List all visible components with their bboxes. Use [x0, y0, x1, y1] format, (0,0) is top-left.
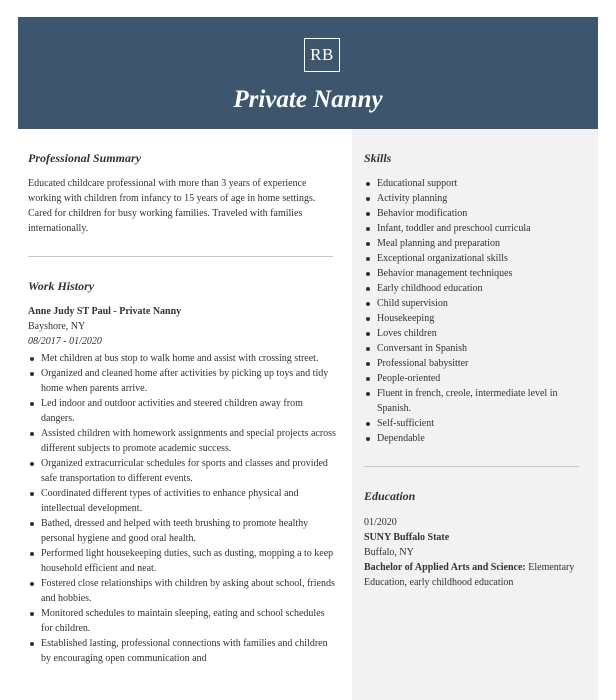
work-bullet-list — [28, 351, 336, 666]
skills-list — [364, 176, 586, 446]
skill-item: Educational support — [364, 176, 586, 191]
list-item: Established lasting, professional connections with families and children by encouraging open communication and — [28, 636, 336, 666]
education-degree: Bachelor of Applied Arts and Science: — [364, 562, 526, 573]
list-item: Monitored schedules to maintain sleeping, eating and school schedules for children. — [28, 606, 336, 636]
monogram: RB — [304, 38, 340, 72]
list-item: Led indoor and outdoor activities and steered children away from dangers. — [28, 396, 336, 426]
list-item: Coordinated different types of activities to enhance physical and intellectual development. — [28, 486, 336, 516]
skill-item: Meal planning and preparation — [364, 236, 586, 251]
skill-item: Exceptional organizational skills — [364, 251, 586, 266]
skill-item: Behavior modification — [364, 206, 586, 221]
skill-item: Housekeeping — [364, 311, 586, 326]
list-item: Performed light housekeeping duties, such as dusting, mopping a to keep household efficient and neat. — [28, 546, 336, 576]
education-degree-block — [364, 560, 580, 590]
skills-heading: Skills — [364, 151, 392, 165]
education-school: SUNY Buffalo State — [364, 532, 450, 543]
list-item: Met children at bus stop to walk home and assist with crossing street. — [28, 351, 336, 366]
skill-item: Early childhood education — [364, 281, 586, 296]
job-location: Bayshore, NY — [28, 321, 86, 332]
skill-item: Fluent in french, creole, intermediate level in Spanish. — [364, 386, 586, 416]
education-heading: Education — [364, 489, 416, 503]
summary-heading: Professional Summary — [28, 151, 142, 165]
list-item: Organized extracurricular schedules for sports and classes and provided safe transportation to different events. — [28, 456, 336, 486]
list-item: Bathed, dressed and helped with teeth brushing to promote healthy personal hygiene and good oral health. — [28, 516, 336, 546]
skill-item: Conversant in Spanish — [364, 341, 586, 356]
education-location: Buffalo, NY — [364, 547, 414, 558]
resume-header — [18, 17, 598, 129]
skill-item: Behavior management techniques — [364, 266, 586, 281]
skill-item: Infant, toddler and preschool curricula — [364, 221, 586, 236]
skill-item: Professional babysitter — [364, 356, 586, 371]
list-item: Assisted children with homework assignments and special projects across different subjects to promote academic success. — [28, 426, 336, 456]
education-field: Elementary Education, early childhood education — [364, 562, 575, 588]
summary-divider — [28, 256, 333, 257]
list-item: Organized and cleaned home after activities by picking up toys and tidy home when parents arrive. — [28, 366, 336, 396]
job-dates: 08/2017 - 01/2020 — [28, 336, 102, 347]
job-title: Anne Judy ST Paul - Private Nanny — [28, 306, 182, 317]
skill-item: Loves children — [364, 326, 586, 341]
work-history-heading: Work History — [28, 279, 95, 293]
skill-item: Self-sufficient — [364, 416, 586, 431]
skill-item: Dependable — [364, 431, 586, 446]
skill-item: Child supervision — [364, 296, 586, 311]
list-item: Fostered close relationships with children by asking about school, friends and hobbies. — [28, 576, 336, 606]
skills-divider — [364, 466, 579, 467]
skill-item: Activity planning — [364, 191, 586, 206]
education-date: 01/2020 — [364, 517, 397, 528]
skill-item: People-oriented — [364, 371, 586, 386]
candidate-name: Private Nanny — [233, 86, 383, 113]
summary-text: Educated childcare professional with more than 3 years of experience working with children from infancy to 15 years of age in home settings. Cared for children for busy working families. Traveled with families internationally. — [28, 178, 316, 234]
